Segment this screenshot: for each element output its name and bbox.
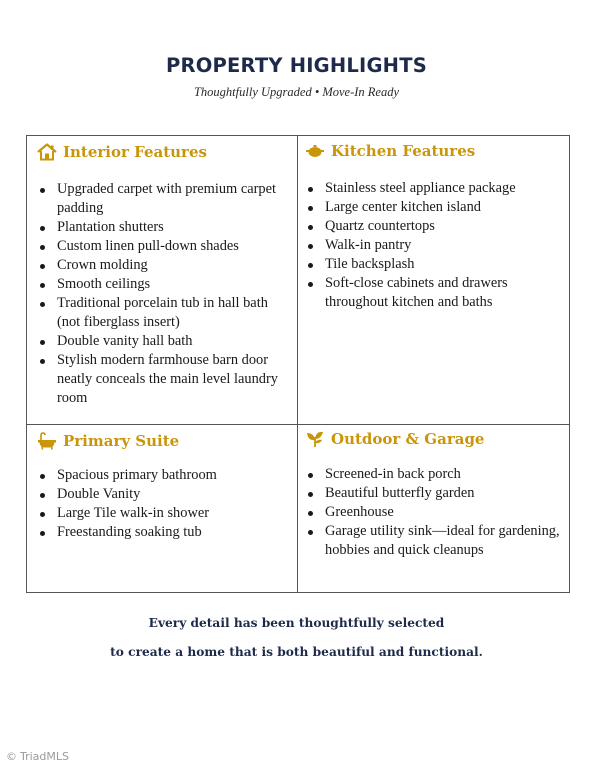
section-outdoor-title: Outdoor & Garage xyxy=(331,430,485,448)
page-title: PROPERTY HIGHLIGHTS xyxy=(166,54,427,77)
list-item: Screened-in back porch xyxy=(305,465,567,484)
highlights-grid xyxy=(26,135,570,593)
grid-divider-horizontal xyxy=(27,424,569,425)
section-outdoor-header xyxy=(305,429,567,449)
list-item: Crown molding xyxy=(37,256,292,275)
list-item: Smooth ceilings xyxy=(37,275,292,294)
list-item: Garage utility sink—ideal for gardening, hobbies and quick cleanups xyxy=(305,522,567,560)
section-primary xyxy=(37,431,292,542)
list-item: Custom linen pull-down shades xyxy=(37,237,292,256)
watermark xyxy=(6,750,69,763)
page-subtitle: Thoughtfully Upgraded • Move-In Ready xyxy=(193,85,400,99)
section-kitchen-list xyxy=(305,179,567,312)
list-item: Large Tile walk-in shower xyxy=(37,504,292,523)
section-kitchen xyxy=(305,141,567,312)
section-primary-list xyxy=(37,466,292,542)
list-item: Plantation shutters xyxy=(37,218,292,237)
footer-line-2: to create a home that is both beautiful and functional. xyxy=(110,645,483,659)
grid-divider-vertical xyxy=(297,136,298,592)
list-item: Quartz countertops xyxy=(305,217,567,236)
section-kitchen-title: Kitchen Features xyxy=(331,142,476,160)
bathtub-icon xyxy=(37,432,57,450)
list-item: Tile backsplash xyxy=(305,255,567,274)
list-item: Stylish modern farmhouse barn door neatly conceals the main level laundry room xyxy=(37,351,292,408)
list-item: Soft-close cabinets and drawers throughout kitchen and baths xyxy=(305,274,567,312)
section-outdoor-list xyxy=(305,465,567,560)
watermark-text: TriadMLS xyxy=(20,750,70,763)
list-item: Double vanity hall bath xyxy=(37,332,292,351)
copyright-icon: © xyxy=(6,750,17,763)
list-item: Walk-in pantry xyxy=(305,236,567,255)
list-item: Large center kitchen island xyxy=(305,198,567,217)
section-kitchen-header xyxy=(305,141,567,161)
section-primary-title: Primary Suite xyxy=(63,432,180,450)
house-icon xyxy=(37,143,57,161)
list-item: Beautiful butterfly garden xyxy=(305,484,567,503)
list-item: Freestanding soaking tub xyxy=(37,523,292,542)
list-item: Greenhouse xyxy=(305,503,567,522)
plant-icon xyxy=(305,430,325,448)
section-outdoor xyxy=(305,429,567,560)
section-interior xyxy=(37,142,292,408)
section-interior-header xyxy=(37,142,292,162)
list-item: Stainless steel appliance package xyxy=(305,179,567,198)
list-item: Traditional porcelain tub in hall bath (not fiberglass insert) xyxy=(37,294,292,332)
section-interior-list xyxy=(37,180,292,408)
footer-line-1: Every detail has been thoughtfully selected xyxy=(148,616,445,630)
list-item: Upgraded carpet with premium carpet padding xyxy=(37,180,292,218)
cooking-pot-icon xyxy=(305,143,325,159)
section-primary-header xyxy=(37,431,292,451)
list-item: Spacious primary bathroom xyxy=(37,466,292,485)
section-interior-title: Interior Features xyxy=(63,143,207,161)
list-item: Double Vanity xyxy=(37,485,292,504)
